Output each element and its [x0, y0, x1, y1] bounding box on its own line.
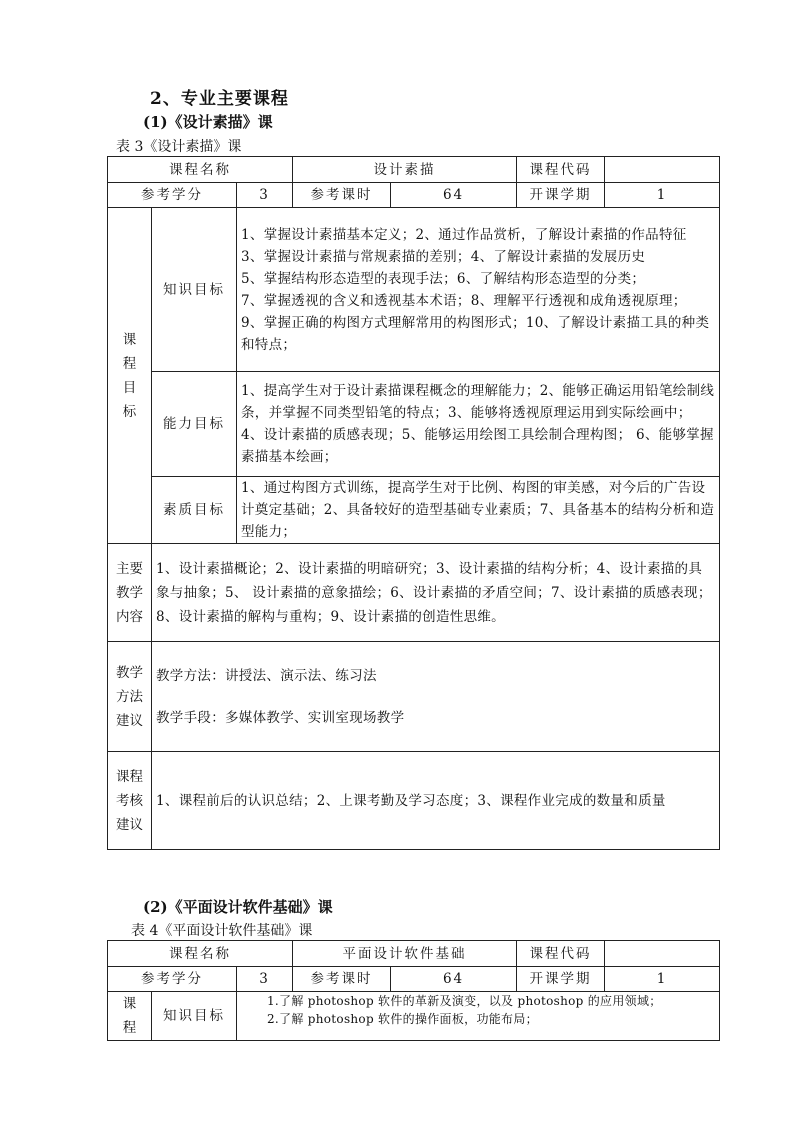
content-label-line: 教学 [116, 584, 143, 601]
course2-row-knowledge [108, 992, 720, 1041]
knowledge-item: 2.了解 photoshop 软件的操作面板，功能布局； [267, 1012, 538, 1026]
objectives-char: 目 [122, 379, 137, 396]
course-code-label: 课程代码 [529, 161, 592, 178]
section-heading: 2、专业主要课程 [150, 89, 289, 109]
course-name-value [293, 157, 605, 183]
objectives-label [108, 208, 152, 544]
quality-content: 1、通过构图方式训练，提高学生对于比例、构图的审美感，对今后的广告设计奠定基础；2、具备较好的造型基础专业素质；7、具备基本的结构分析和造型能力； [237, 477, 720, 544]
course1-row-assessment [108, 752, 720, 850]
course2-row-credits [108, 967, 720, 992]
course1-row-quality [108, 477, 720, 544]
course-name-label: 课程名称 [108, 157, 293, 183]
knowledge-item: 7、掌握透视的含义和透视基本术语；8、理解平行透视和成角透视原理； [241, 292, 687, 309]
knowledge-item: 9、掌握正确的构图方式理解常用的构图形式；10、了解设计素描工具的种类和特点； [241, 314, 710, 353]
hours-label: 参考课时 [293, 183, 391, 208]
method-body [152, 642, 720, 752]
ability-item: 1、提高学生对于设计素描课程概念的理解能力；2、能够正确运用铅笔绘制线条，并掌握不同类型铅笔的特点；3、能够将透视原理运用到实际绘画中； [241, 383, 715, 421]
course1-row-credits [108, 183, 720, 208]
credits-label: 参考学分 [108, 183, 237, 208]
objectives-char: 课 [122, 996, 137, 1012]
content-label-line: 主要 [116, 560, 143, 577]
course1-table-caption: 表 3《设计素描》课 [116, 139, 242, 155]
knowledge-item: 5、掌握结构形态造型的表现手法；6、了解结构形态造型的分类； [241, 270, 646, 287]
semester-value: 1 [605, 967, 720, 992]
knowledge-item: 1.了解 photoshop 软件的革新及演变，以及 photoshop 的应用领域； [267, 994, 662, 1008]
course1-table [107, 156, 720, 850]
knowledge-label: 知识目标 [152, 208, 237, 372]
course-code-value [605, 941, 720, 967]
method-label-line: 教学 [116, 664, 143, 681]
content-body: 1、设计素描概论；2、设计素描的明暗研究；3、设计素描的结构分析；4、设计素描的具象与抽象；5、 设计素描的意象描绘；6、设计素描的矛盾空间；7、设计素描的质感表现；8、设计素描的解构与重构；9、设计素描的创造性思维。 [152, 544, 720, 642]
hours-label: 参考课时 [293, 967, 391, 992]
objectives-char: 程 [122, 1020, 137, 1036]
credits-label: 参考学分 [108, 967, 237, 992]
course1-row-method [108, 642, 720, 752]
course-name-text: 设计素描 [293, 157, 517, 182]
content-label [108, 544, 152, 642]
course1-title: (1)《设计素描》课 [143, 113, 273, 131]
credits-value: 3 [237, 967, 293, 992]
knowledge-content [237, 992, 720, 1041]
semester-label: 开课学期 [517, 967, 605, 992]
knowledge-content [237, 208, 720, 372]
objectives-char: 标 [122, 403, 137, 420]
method-label [108, 642, 152, 752]
method-line: 教学方法：讲授法、演示法、练习法 [156, 667, 377, 684]
course2-table [107, 940, 720, 1041]
hours-value: 64 [391, 183, 517, 208]
assessment-body: 1、课程前后的认识总结；2、上课考勤及学习态度；3、课程作业完成的数量和质量 [152, 752, 720, 850]
method-label-line: 建议 [116, 712, 143, 729]
objectives-char: 课 [122, 331, 137, 348]
course1-row-knowledge [108, 208, 720, 372]
objectives-label [108, 992, 152, 1041]
course2-row-name [108, 941, 720, 967]
course2-title: (2)《平面设计软件基础》课 [143, 898, 333, 916]
objectives-char: 程 [122, 355, 137, 372]
course1-row-name [108, 157, 720, 183]
quality-label: 素质目标 [152, 477, 237, 544]
ability-label: 能力目标 [152, 372, 237, 477]
course-code-value [605, 157, 720, 183]
course1-row-ability [108, 372, 720, 477]
semester-label: 开课学期 [517, 183, 605, 208]
hours-value: 64 [391, 967, 517, 992]
knowledge-item: 3、掌握设计素描与常规素描的差别；4、了解设计素描的发展历史 [241, 248, 646, 265]
knowledge-item: 1、掌握设计素描基本定义；2、通过作品赏析，了解设计素描的作品特征 [241, 226, 687, 243]
method-line: 教学手段：多媒体教学、实训室现场教学 [156, 709, 405, 726]
ability-content [237, 372, 720, 477]
course-name-label: 课程名称 [108, 941, 293, 967]
semester-value: 1 [605, 183, 720, 208]
course-name-text: 平面设计软件基础 [293, 941, 517, 966]
content-label-line: 内容 [116, 608, 143, 625]
assessment-label-line: 建议 [116, 816, 143, 833]
course-code-label: 课程代码 [529, 945, 592, 962]
method-label-line: 方法 [116, 688, 143, 705]
assessment-label [108, 752, 152, 850]
course-name-value [293, 941, 605, 967]
credits-value: 3 [237, 183, 293, 208]
assessment-label-line: 考核 [116, 792, 143, 809]
knowledge-label: 知识目标 [152, 992, 237, 1041]
course2-table-caption: 表 4《平面设计软件基础》课 [131, 923, 313, 939]
assessment-label-line: 课程 [116, 768, 143, 785]
ability-item: 4、设计素描的质感表现；5、能够运用绘图工具绘制合理构图； 6、能够掌握素描基本绘画； [241, 427, 714, 465]
course1-row-content [108, 544, 720, 642]
